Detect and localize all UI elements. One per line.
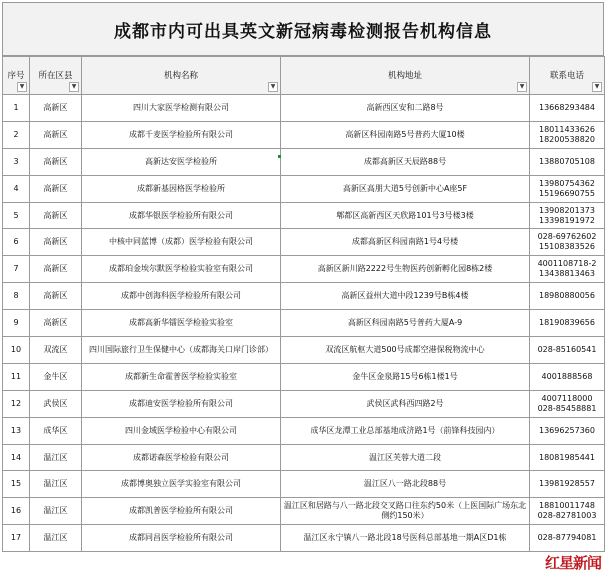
table-row bbox=[3, 363, 605, 390]
cell-name: 成都华银医学检验所有限公司 bbox=[82, 202, 281, 229]
cell-district: 双流区 bbox=[30, 337, 82, 364]
cell-name: 成都高新华镭医学检验实验室 bbox=[82, 310, 281, 337]
cell-address: 温江区和居路与八一路北段交叉路口往东约50米（上医国际广场东北侧约150米） bbox=[281, 498, 530, 525]
cell-district: 高新区 bbox=[30, 148, 82, 175]
header-name-label: 机构名称 bbox=[163, 70, 198, 81]
header-seq-label: 序号 bbox=[7, 70, 25, 81]
cell-phone: 4001888568 bbox=[530, 363, 605, 390]
cell-district: 高新区 bbox=[30, 283, 82, 310]
table-row bbox=[3, 148, 605, 175]
cell-address: 高新区益州大道中段1239号B栋4楼 bbox=[281, 283, 530, 310]
cell-address: 成华区龙潭工业总部基地成济路1号（前锋科技园内） bbox=[281, 417, 530, 444]
cell-no: 15 bbox=[3, 471, 30, 498]
filter-dropdown-icon[interactable]: ▼ bbox=[592, 82, 602, 92]
cell-phone: 028-85160541 bbox=[530, 337, 605, 364]
cell-phone: 13908201373 13398191972 bbox=[530, 202, 605, 229]
spreadsheet bbox=[2, 2, 604, 552]
cell-district: 温江区 bbox=[30, 444, 82, 471]
cell-no: 3 bbox=[3, 148, 30, 175]
cell-no: 16 bbox=[3, 498, 30, 525]
cell-district: 高新区 bbox=[30, 175, 82, 202]
cell-name: 成都迪安医学检验所有限公司 bbox=[82, 390, 281, 417]
cell-district: 成华区 bbox=[30, 417, 82, 444]
cell-phone: 18081985441 bbox=[530, 444, 605, 471]
cell-district: 温江区 bbox=[30, 498, 82, 525]
header-address bbox=[281, 57, 530, 95]
cell-phone: 13696257360 bbox=[530, 417, 605, 444]
cell-no: 2 bbox=[3, 121, 30, 148]
table-row bbox=[3, 229, 605, 256]
filter-dropdown-icon[interactable]: ▼ bbox=[517, 82, 527, 92]
table-row bbox=[3, 390, 605, 417]
header-name bbox=[82, 57, 281, 95]
header-district-label: 所在区县 bbox=[38, 70, 73, 81]
cell-address: 温江区永宁镇八一路北段18号医科总部基地一期A区D1栋 bbox=[281, 525, 530, 552]
watermark-logo: 红星新闻 bbox=[544, 554, 601, 572]
cell-no: 12 bbox=[3, 390, 30, 417]
table-row bbox=[3, 310, 605, 337]
cell-phone: 4007118000 028-85458881 bbox=[530, 390, 605, 417]
cell-address: 高新区科园南路5号普药大厦A-9 bbox=[281, 310, 530, 337]
cell-no: 10 bbox=[3, 337, 30, 364]
cell-name: 成都凯普医学检验所有限公司 bbox=[82, 498, 281, 525]
table-row bbox=[3, 256, 605, 283]
cell-district: 武侯区 bbox=[30, 390, 82, 417]
cell-phone: 13981928557 bbox=[530, 471, 605, 498]
cell-address: 温江区八一路北段88号 bbox=[281, 471, 530, 498]
cell-district: 高新区 bbox=[30, 310, 82, 337]
header-phone bbox=[530, 57, 605, 95]
cell-district: 高新区 bbox=[30, 202, 82, 229]
cell-name: 成都新基因格医学检验所 bbox=[82, 175, 281, 202]
cell-district: 温江区 bbox=[30, 525, 82, 552]
cell-name: 四川国际旅行卫生保健中心（成都海关口岸门诊部） bbox=[82, 337, 281, 364]
cell-district: 温江区 bbox=[30, 471, 82, 498]
cell-no: 4 bbox=[3, 175, 30, 202]
cell-phone: 13668293484 bbox=[530, 95, 605, 122]
cell-address: 武侯区武科西四路2号 bbox=[281, 390, 530, 417]
cell-phone: 18011433626 18200538820 bbox=[530, 121, 605, 148]
cell-phone: 18810011748 028-82781003 bbox=[530, 498, 605, 525]
table-row bbox=[3, 525, 605, 552]
cell-no: 5 bbox=[3, 202, 30, 229]
filter-dropdown-icon[interactable]: ▼ bbox=[268, 82, 278, 92]
table-row bbox=[3, 283, 605, 310]
cell-name: 四川金域医学检验中心有限公司 bbox=[82, 417, 281, 444]
cell-district: 金牛区 bbox=[30, 363, 82, 390]
table-row bbox=[3, 175, 605, 202]
table-row bbox=[3, 95, 605, 122]
cell-phone: 18190839656 bbox=[530, 310, 605, 337]
cell-no: 9 bbox=[3, 310, 30, 337]
filter-dropdown-icon[interactable]: ▼ bbox=[69, 82, 79, 92]
table-row bbox=[3, 417, 605, 444]
cell-address: 成都高新区科园南路1号4号楼 bbox=[281, 229, 530, 256]
cell-phone: 028-87794081 bbox=[530, 525, 605, 552]
table-body bbox=[3, 95, 605, 552]
cell-no: 11 bbox=[3, 363, 30, 390]
table-row bbox=[3, 498, 605, 525]
header-district bbox=[30, 57, 82, 95]
cell-name: 中核中同蓝博（成都）医学检验有限公司 bbox=[82, 229, 281, 256]
table-row bbox=[3, 444, 605, 471]
cell-address: 郫都区高新西区天欣路101号3号楼3楼 bbox=[281, 202, 530, 229]
cell-name: 成都珀金埃尔默医学检验实验室有限公司 bbox=[82, 256, 281, 283]
header-seq bbox=[3, 57, 30, 95]
cell-address: 成都高新区天辰路88号 bbox=[281, 148, 530, 175]
cell-no: 8 bbox=[3, 283, 30, 310]
cell-district: 高新区 bbox=[30, 256, 82, 283]
header-address-label: 机构地址 bbox=[387, 70, 422, 81]
cell-phone: 028-69762602 15108383526 bbox=[530, 229, 605, 256]
cell-no: 13 bbox=[3, 417, 30, 444]
cell-phone: 18980880056 bbox=[530, 283, 605, 310]
cell-district: 高新区 bbox=[30, 121, 82, 148]
cell-no: 7 bbox=[3, 256, 30, 283]
cell-phone: 13880705108 bbox=[530, 148, 605, 175]
cell-address: 高新区科园南路5号普药大厦10楼 bbox=[281, 121, 530, 148]
cell-name: 成都千麦医学检验所有限公司 bbox=[82, 121, 281, 148]
cell-name: 成都新生命霍普医学检验实验室 bbox=[82, 363, 281, 390]
table-row bbox=[3, 202, 605, 229]
cell-selection-mark bbox=[278, 155, 281, 158]
table-row bbox=[3, 471, 605, 498]
institution-table bbox=[2, 56, 605, 552]
cell-address: 高新区高朋大道5号创新中心A座5F bbox=[281, 175, 530, 202]
table-row bbox=[3, 337, 605, 364]
cell-district: 高新区 bbox=[30, 95, 82, 122]
cell-name: 成都博奥独立医学实验室有限公司 bbox=[82, 471, 281, 498]
header-phone-label: 联系电话 bbox=[549, 70, 584, 81]
cell-address: 高新西区安和二路8号 bbox=[281, 95, 530, 122]
cell-address: 温江区芙蓉大道二段 bbox=[281, 444, 530, 471]
cell-phone: 13980754362 15196690755 bbox=[530, 175, 605, 202]
cell-no: 6 bbox=[3, 229, 30, 256]
cell-phone: 4001108718-2 13438813463 bbox=[530, 256, 605, 283]
cell-district: 高新区 bbox=[30, 229, 82, 256]
sheet-title: 成都市内可出具英文新冠病毒检测报告机构信息 bbox=[2, 2, 604, 56]
cell-address: 双流区航枢大道500号成都空港保税物流中心 bbox=[281, 337, 530, 364]
table-row bbox=[3, 121, 605, 148]
header-row bbox=[3, 57, 605, 95]
cell-name: 成都同昌医学检验所有限公司 bbox=[82, 525, 281, 552]
cell-name: 四川大家医学检测有限公司 bbox=[82, 95, 281, 122]
cell-address: 高新区新川路2222号生物医药创新孵化园8栋2楼 bbox=[281, 256, 530, 283]
cell-no: 14 bbox=[3, 444, 30, 471]
cell-no: 17 bbox=[3, 525, 30, 552]
cell-name: 成都诺森医学检验有限公司 bbox=[82, 444, 281, 471]
cell-no: 1 bbox=[3, 95, 30, 122]
cell-name: 高新达安医学检验所 bbox=[82, 148, 281, 175]
cell-name: 成都中创海科医学检验所有限公司 bbox=[82, 283, 281, 310]
cell-address: 金牛区金泉路15号6栋1楼1号 bbox=[281, 363, 530, 390]
filter-dropdown-icon[interactable]: ▼ bbox=[17, 82, 27, 92]
